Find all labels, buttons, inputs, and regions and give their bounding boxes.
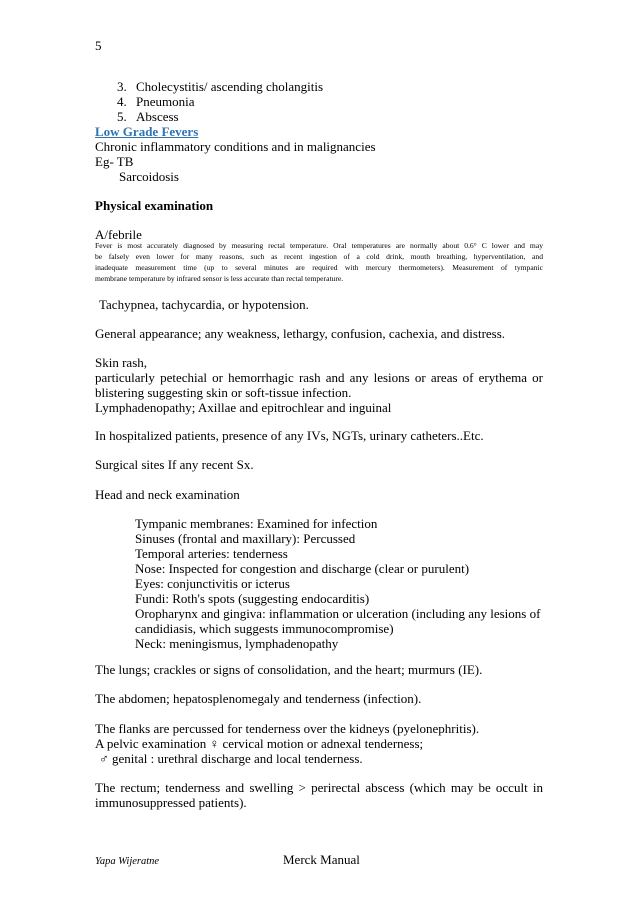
exam-line: immunosuppressed patients). [95, 795, 247, 810]
exam-line: Head and neck examination [95, 487, 240, 502]
head-neck-item: Eyes: conjunctivitis or icterus [135, 576, 290, 591]
exam-line: The abdomen; hepatosplenomegaly and tenderness (infection). [95, 691, 422, 706]
low-grade-line: Sarcoidosis [119, 169, 179, 184]
fine-print-line: be falsely even lower for many reasons, such as recent ingestion of a cold drink, mouth breathing, hyperventilation, and [95, 252, 543, 261]
exam-line: particularly petechial or hemorrhagic rash and any lesions or areas of erythema or [95, 370, 543, 385]
list-item: Cholecystitis/ ascending cholangitis [136, 79, 324, 94]
list-item: Pneumonia [136, 94, 195, 109]
list-item-number: 5. [117, 109, 127, 124]
low-grade-heading: Low Grade Fevers [95, 124, 199, 139]
exam-line: Skin rash, [95, 355, 147, 370]
list-item-number: 3. [117, 79, 127, 94]
exam-line: ♂ genital : urethral discharge and local tenderness. [99, 751, 363, 766]
exam-line: The lungs; crackles or signs of consolidation, and the heart; murmurs (IE). [95, 662, 483, 677]
head-neck-item: Temporal arteries: tenderness [135, 546, 288, 561]
exam-line: The rectum; tenderness and swelling > perirectal abscess (which may be occult in [95, 780, 543, 795]
exam-line: Tachypnea, tachycardia, or hypotension. [99, 297, 309, 312]
list-item-number: 4. [117, 94, 127, 109]
head-neck-item: Tympanic membranes: Examined for infection [135, 516, 378, 531]
page-number: 5 [95, 38, 102, 53]
list-item: Abscess [136, 109, 179, 124]
exam-line: blistering suggesting skin or soft-tissue infection. [95, 385, 352, 400]
low-grade-line: Eg- TB [95, 154, 134, 169]
footer-author: Yapa Wijeratne [95, 856, 160, 867]
exam-line: General appearance; any weakness, lethargy, confusion, cachexia, and distress. [95, 326, 506, 341]
head-neck-item: Nose: Inspected for congestion and discharge (clear or purulent) [135, 561, 470, 576]
low-grade-line: Chronic inflammatory conditions and in malignancies [95, 139, 376, 154]
exam-line: Surgical sites If any recent Sx. [95, 457, 254, 472]
fine-print-line: inadequate measurement time (up to several minutes are required with mercury thermometers). Measurement of tympanic [95, 263, 543, 272]
afebrile-label: A/febrile [95, 227, 142, 242]
fine-print-line: Fever is most accurately diagnosed by measuring rectal temperature. Oral temperatures are normally about 0.6° C lower and may [95, 241, 543, 250]
head-neck-item: Sinuses (frontal and maxillary): Percussed [135, 531, 356, 546]
head-neck-item: candidiasis, which suggests immunocompromise) [135, 621, 394, 636]
head-neck-item: Fundi: Roth's spots (suggesting endocarditis) [135, 591, 370, 606]
exam-line: The flanks are percussed for tenderness over the kidneys (pyelonephritis). [95, 721, 480, 736]
exam-line: A pelvic examination ♀ cervical motion or adnexal tenderness; [95, 736, 424, 751]
head-neck-item: Oropharynx and gingiva: inflammation or ulceration (including any lesions of [135, 606, 541, 621]
exam-line: In hospitalized patients, presence of any IVs, NGTs, urinary catheters..Etc. [95, 428, 484, 443]
footer-source: Merck Manual [283, 852, 360, 867]
exam-line: Lymphadenopathy; Axillae and epitrochlear and inguinal [95, 400, 392, 415]
fine-print-line: membrane temperature by infrared sensor is less accurate than rectal temperature. [95, 274, 344, 283]
head-neck-item: Neck: meningismus, lymphadenopathy [135, 636, 339, 651]
section-heading: Physical examination [95, 198, 214, 213]
